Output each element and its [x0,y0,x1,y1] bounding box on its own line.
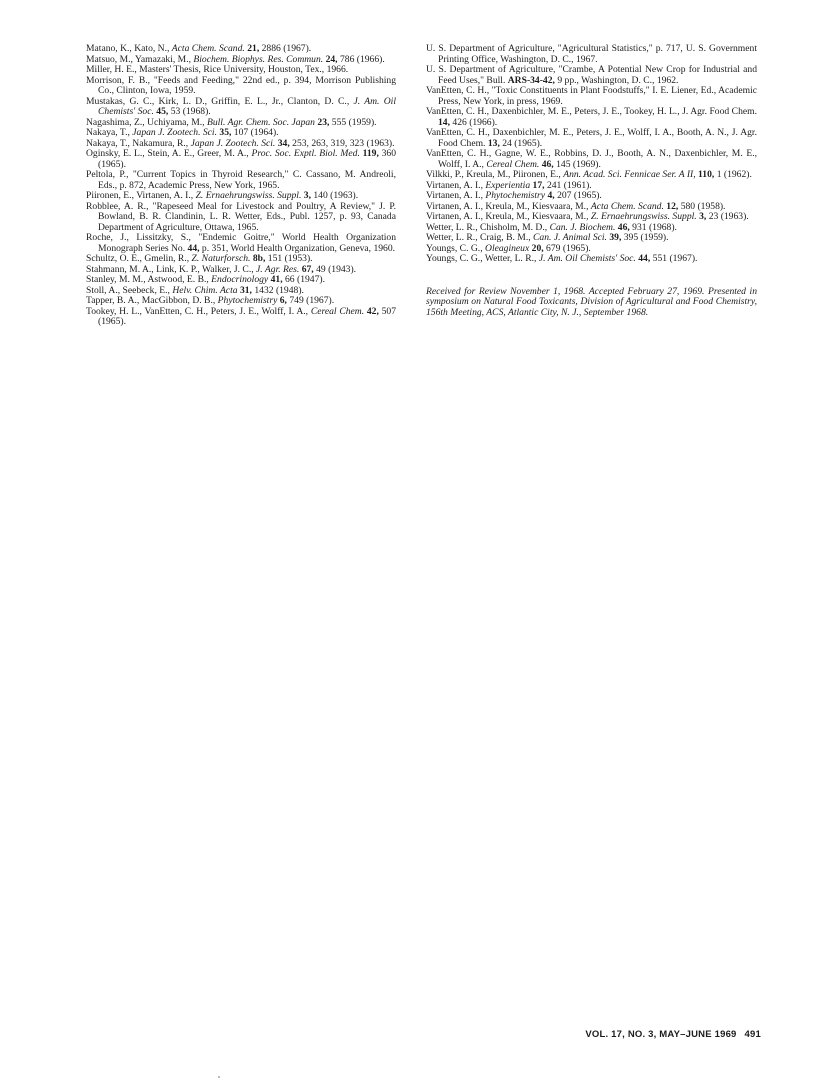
volume-number: 6, [279,295,287,306]
reference-text: 66 (1947). [282,274,325,285]
journal-name: Phytochemistry [485,190,546,201]
journal-name: J. Am. Oil Chemists' Soc. [538,253,636,264]
reference-text: Nakaya, T., [86,127,133,138]
reference-text: 9 pp., Washington, D. C., 1962. [554,74,679,86]
reference-text: Piironen, E., Virtanen, A. I., [86,190,196,201]
volume-number: ARS-34-42, [507,74,555,86]
journal-name: Z. Ernaehrungswiss. Suppl. [590,211,697,222]
volume-number: 23, [317,116,330,128]
reference-text: 507 (1965). [98,305,396,327]
journal-name: Acta Chem. Scand. [171,43,245,54]
journal-name: Cereal Chem. [486,158,540,170]
reference-text: 580 (1958). [678,200,726,212]
journal-name: J. Agr. Res. [256,263,300,275]
reference-entry [426,65,757,86]
page-number: 491 [744,1029,761,1040]
reference-text: Stoll, A., Seebeck, E., [86,284,173,296]
received-note: Received for Review November 1, 1968. Accepted February 27, 1969. Presented in symposium on Natural Food Toxicants, Division of Agricultural and Food Chemistry, 156th Meeting, ACS, Atlantic City, N. J., September 1968. [426,285,757,318]
reference-text: 107 (1964). [231,127,279,138]
volume-number: 45, [156,106,169,117]
reference-text: 253, 263, 319, 323 (1963). [289,137,395,149]
reference-text: 679 (1965). [543,242,591,254]
reference-text: Youngs, C. G., [426,242,486,254]
volume-number: 46, [541,158,554,170]
reference-text: Nakaya, T., Nakamura, R., [86,137,191,149]
journal-name: Japan J. Zootech. Sci. [190,137,276,149]
reference-text: Peltola, P., "Current Topics in Thyroid Research," C. Cassano, M. Andreoli, Eds., p. 872, Academic Press, New York, 1965. [86,169,396,191]
volume-number: 44, [187,242,200,254]
reference-text: Robblee, A. R., "Rapeseed Meal for Livestock and Poultry, A Review," J. P. Bowland, B. R. Clandinin, L. R. Wetter, Eds., Publ. 1257, p. 93, Canada Department of Agriculture, Ottawa, 1965. [86,200,396,233]
volume-number: 46, [617,221,630,233]
reference-entry [86,307,396,328]
reference-entry [86,233,396,254]
journal-name: Oleagineux [485,242,530,254]
reference-text: 555 (1959). [329,116,377,128]
reference-text: Virtanen, A. I., Kreula, M., Kiesvaara, M., [426,211,591,222]
page-footer [585,1029,761,1040]
journal-name: Acta Chem. Scand. [590,200,664,212]
reference-text: Mustakas, G. C., Kirk, L. D., Griffin, E. L., Jr., Clanton, D. C., [86,95,354,107]
reference-text: Virtanen, A. I., [426,190,486,201]
volume-number: 67, [301,263,314,275]
reference-entry [86,202,396,234]
volume-number: 13, [487,137,500,149]
journal-name: J. Am. Oil Chemists' Soc. [98,95,396,117]
reference-text: Roche, J., Lissitzky, S., "Endemic Goitre," World Health Organization Monograph Series No. [86,232,396,254]
reference-text: Virtanen, A. I., Kreula, M., Kiesvaara, M., [426,200,591,212]
reference-text: 931 (1968). [629,221,677,233]
reference-text: 207 (1965). [554,190,602,201]
volume-number: 17, [532,179,545,191]
reference-entry [426,128,757,149]
reference-text: Youngs, C. G., Wetter, L. R., [426,253,539,264]
journal-name: Biochem. Biophys. Res. Commun. [193,53,324,65]
reference-text: U. S. Department of Agriculture, "Agricultural Statistics," p. 717, U. S. Government Printing Office, Washington, D. C., 1967. [426,43,757,65]
volume-number: 12, [666,200,679,212]
reference-text: Tookey, H. L., VanEtten, C. H., Peters, J. E., Wolff, I. A., [86,305,311,317]
reference-text: VanEtten, C. H., "Toxic Constituents in Plant Foodstuffs," I. E. Liener, Ed., Academic Press, New York, in press, 1969. [426,85,757,107]
volume-number: 42, [366,305,379,317]
reference-entry [86,149,396,170]
reference-text: Virtanen, A. I., [426,179,486,191]
journal-name: Can. J. Biochem. [549,221,616,233]
reference-entry [86,97,396,118]
reference-entry [426,254,757,265]
journal-name: Proc. Soc. Exptl. Biol. Med. [251,148,360,159]
volume-number: 41, [270,274,283,285]
reference-text: 53 (1968). [168,106,211,117]
reference-text: Wetter, L. R., Chisholm, M. D., [426,221,550,233]
reference-list [86,44,396,328]
references-column-left [86,44,396,328]
volume-number: 31, [239,284,252,296]
reference-text: Stahmann, M. A., Link, K. P., Walker, J. C., [86,263,257,275]
reference-text: VanEtten, C. H., Daxenbichler, M. E., Peters, J. E., Tookey, H. L., J. Agr. Food Chem. [426,106,757,117]
reference-entry [426,149,757,170]
journal-name: Japan J. Zootech. Sci. [132,127,217,138]
reference-text: 786 (1966). [337,53,385,65]
volume-number: 8b, [252,253,266,264]
reference-entry [426,86,757,107]
reference-text: p. 351, World Health Organization, Geneva, 1960. [199,242,396,254]
volume-number: 24, [325,53,338,65]
reference-text: VanEtten, C. H., Gagne, W. E., Robbins, D. J., Booth, A. N., Daxenbichler, M. E., Wolff, I. A., [426,148,757,170]
reference-text: 1 (1962). [714,169,752,180]
scan-artifact [218,1076,220,1078]
reference-text: 1432 (1948). [251,284,304,296]
reference-text: VanEtten, C. H., Daxenbichler, M. E., Peters, J. E., Wolff, I. A., Booth, A. N., J. Agr. Food Chem. [426,127,757,149]
reference-text: 241 (1961). [544,179,592,191]
reference-text: Wetter, L. R., Craig, B. M., [426,232,534,243]
volume-number: 4, [547,190,555,201]
volume-number: 3, [303,190,311,201]
reference-text: 551 (1967). [650,253,698,264]
reference-entry [426,107,757,128]
reference-text: 145 (1969). [553,158,601,170]
volume-number: 3, [699,211,707,222]
reference-text: Matano, K., Kato, N., [86,43,172,54]
reference-text: 426 (1966). [450,116,498,128]
reference-text: 49 (1943). [313,263,357,275]
reference-text: Tapper, B. A., MacGibbon, D. B., [86,295,218,306]
volume-number: 39, [609,232,622,243]
journal-name: Z. Ernaehrungswiss. Suppl. [195,190,302,201]
reference-text: Nagashima, Z., Uchiyama, M., [86,116,207,128]
reference-text: Morrison, F. B., "Feeds and Feeding," 22nd ed., p. 394, Morrison Publishing Co., Clinton, Iowa, 1959. [86,74,396,96]
reference-text: 140 (1963). [310,190,359,201]
journal-name: Bull. Agr. Chem. Soc. Japan [206,116,315,128]
journal-name: Cereal Chem. [310,305,365,317]
volume-number: 20, [531,242,544,254]
volume-number: 35, [219,127,232,138]
journal-name: Ann. Acad. Sci. Fennicae Ser. A II, [563,169,696,180]
journal-name: Phytochemistry [217,295,278,306]
volume-number: 14, [438,116,450,128]
reference-text: Schultz, O. E., Gmelin, R., [86,253,192,264]
reference-text: 23 (1963). [706,211,749,222]
reference-text: U. S. Department of Agriculture, "Crambe, A Potential New Crop for Industrial and Feed Uses," Bull. [426,64,757,86]
reference-text: 395 (1959). [621,232,669,243]
reference-text: 24 (1965). [499,137,543,149]
reference-list [426,44,757,265]
reference-text: Miller, H. E., Masters' Thesis, Rice University, Houston, Tex., 1966. [86,64,349,75]
journal-name: Z. Naturforsch. [191,253,251,264]
reference-entry [426,44,757,65]
volume-number: 110, [698,169,715,180]
reference-text: 749 (1967). [286,295,335,306]
volume-number: 44, [638,253,651,264]
reference-text: 360 (1965). [98,148,396,170]
volume-number: 21, [247,43,260,54]
reference-entry [86,76,396,97]
reference-text: 151 (1953). [265,253,313,264]
reference-text: 2886 (1967). [259,43,312,54]
journal-name: Helv. Chim. Acta [172,284,238,296]
journal-name: Experientia [485,179,531,191]
reference-text: Oginsky, E. L., Stein, A. E., Greer, M. A., [86,148,252,159]
reference-text: Vilkki, P., Kreula, M., Piironen, E., [426,169,564,180]
journal-name: Can. J. Animal Sci. [533,232,607,243]
references-column-right [426,44,757,328]
reference-entry [86,170,396,191]
journal-issue: VOL. 17, NO. 3, MAY–JUNE 1969 [585,1029,737,1040]
volume-number: 119, [362,148,379,159]
reference-text: Stanley, M. M., Astwood, E. B., [86,274,212,285]
volume-number: 34, [277,137,290,149]
journal-name: Endocrinology [211,274,269,285]
reference-text: Matsuo, M., Yamazaki, M., [86,53,194,65]
